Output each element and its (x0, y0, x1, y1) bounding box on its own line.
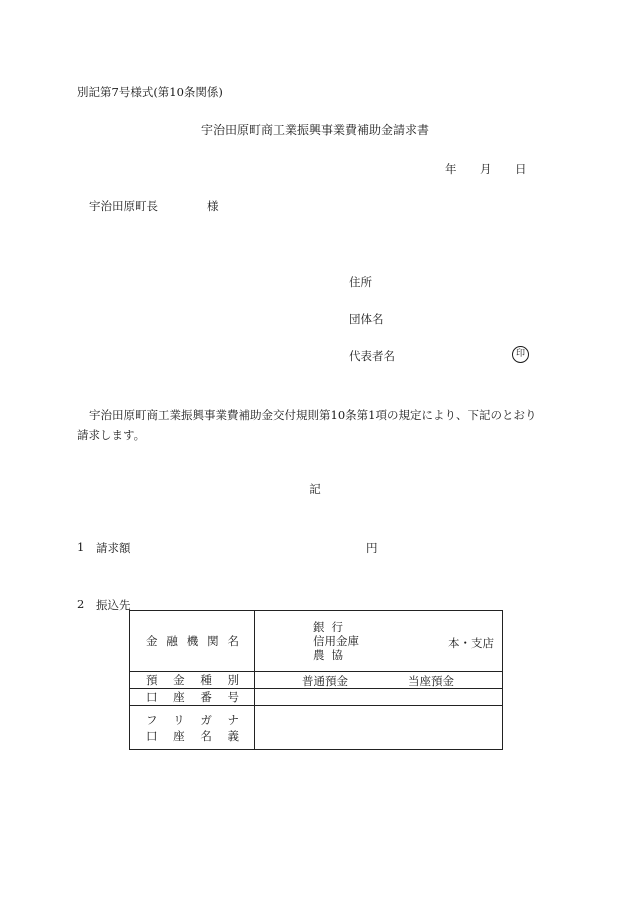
bank-option[interactable] (313, 620, 343, 634)
bank-char: 行 (331, 620, 343, 634)
institution-label-char: 融 (166, 634, 178, 648)
agri-coop-option[interactable] (313, 648, 343, 662)
date-day-label[interactable]: 日 (515, 162, 527, 176)
account-name-char: 口 (146, 728, 158, 743)
addressee-honorific: 様 (207, 199, 219, 213)
deposit-type-value-cell[interactable] (255, 672, 503, 689)
furigana-char: ナ (227, 712, 239, 727)
account-name-value-cell[interactable] (255, 706, 503, 750)
request-statement-line-2: 請求します。 (77, 428, 146, 442)
item-2-number: 2 (77, 597, 85, 611)
seal-mark: 印 (512, 346, 529, 363)
account-name-char: 名 (200, 728, 212, 743)
account-number-char: 口 (146, 690, 158, 704)
agri-char: 協 (331, 648, 343, 662)
branch-option[interactable]: 本・支店 (448, 636, 494, 650)
item-1-label: 請求額 (96, 541, 131, 555)
request-statement (77, 405, 557, 445)
furigana-char: フ (146, 712, 158, 727)
agri-char: 農 (313, 648, 325, 662)
account-name-label-cell (130, 706, 255, 750)
account-number-label-cell (130, 689, 255, 706)
request-statement-line-1: 宇治田原町商工業振興事業費補助金交付規則第10条第1項の規定により、下記のとおり (89, 408, 537, 422)
account-name-char: 座 (173, 728, 185, 743)
furigana-char: リ (173, 712, 185, 727)
institution-label-char: 金 (146, 634, 158, 648)
item-1-number: 1 (77, 540, 85, 554)
institution-label-cell (130, 611, 255, 672)
deposit-current-option[interactable]: 当座預金 (408, 674, 454, 688)
account-number-value-cell[interactable] (255, 689, 503, 706)
institution-value-cell[interactable] (255, 611, 503, 672)
date-month-label[interactable]: 月 (480, 162, 492, 176)
deposit-type-label-cell (130, 672, 255, 689)
claim-amount-unit: 円 (366, 541, 378, 555)
applicant-group-label: 団体名 (349, 312, 384, 326)
deposit-type-char: 金 (173, 673, 185, 687)
institution-label-char: 機 (186, 634, 199, 648)
credit-union-option[interactable]: 信用金庫 (313, 634, 359, 648)
addressee-name: 宇治田原町長 (89, 199, 158, 213)
deposit-type-char: 種 (200, 673, 212, 687)
transfer-destination-table (129, 610, 503, 750)
furigana-char: ガ (200, 712, 212, 727)
item-2-label: 振込先 (96, 598, 131, 612)
account-name-char: 義 (227, 728, 239, 743)
account-number-char: 座 (173, 690, 185, 704)
institution-label-char: 名 (227, 634, 239, 648)
account-number-char: 号 (227, 690, 239, 704)
institution-label-char: 関 (207, 634, 219, 648)
bank-char: 銀 (313, 620, 325, 634)
deposit-type-char: 別 (227, 673, 239, 687)
applicant-representative-label: 代表者名 (349, 349, 395, 363)
account-number-char: 番 (200, 690, 212, 704)
deposit-type-char: 預 (146, 673, 158, 687)
applicant-address-label: 住所 (349, 275, 372, 289)
form-number-label: 別記第7号様式(第10条関係) (77, 85, 223, 99)
date-year-label[interactable]: 年 (445, 162, 457, 176)
deposit-regular-option[interactable]: 普通預金 (302, 674, 348, 688)
document-title: 宇治田原町商工業振興事業費補助金請求書 (200, 123, 429, 137)
ki-heading: 記 (309, 482, 321, 496)
